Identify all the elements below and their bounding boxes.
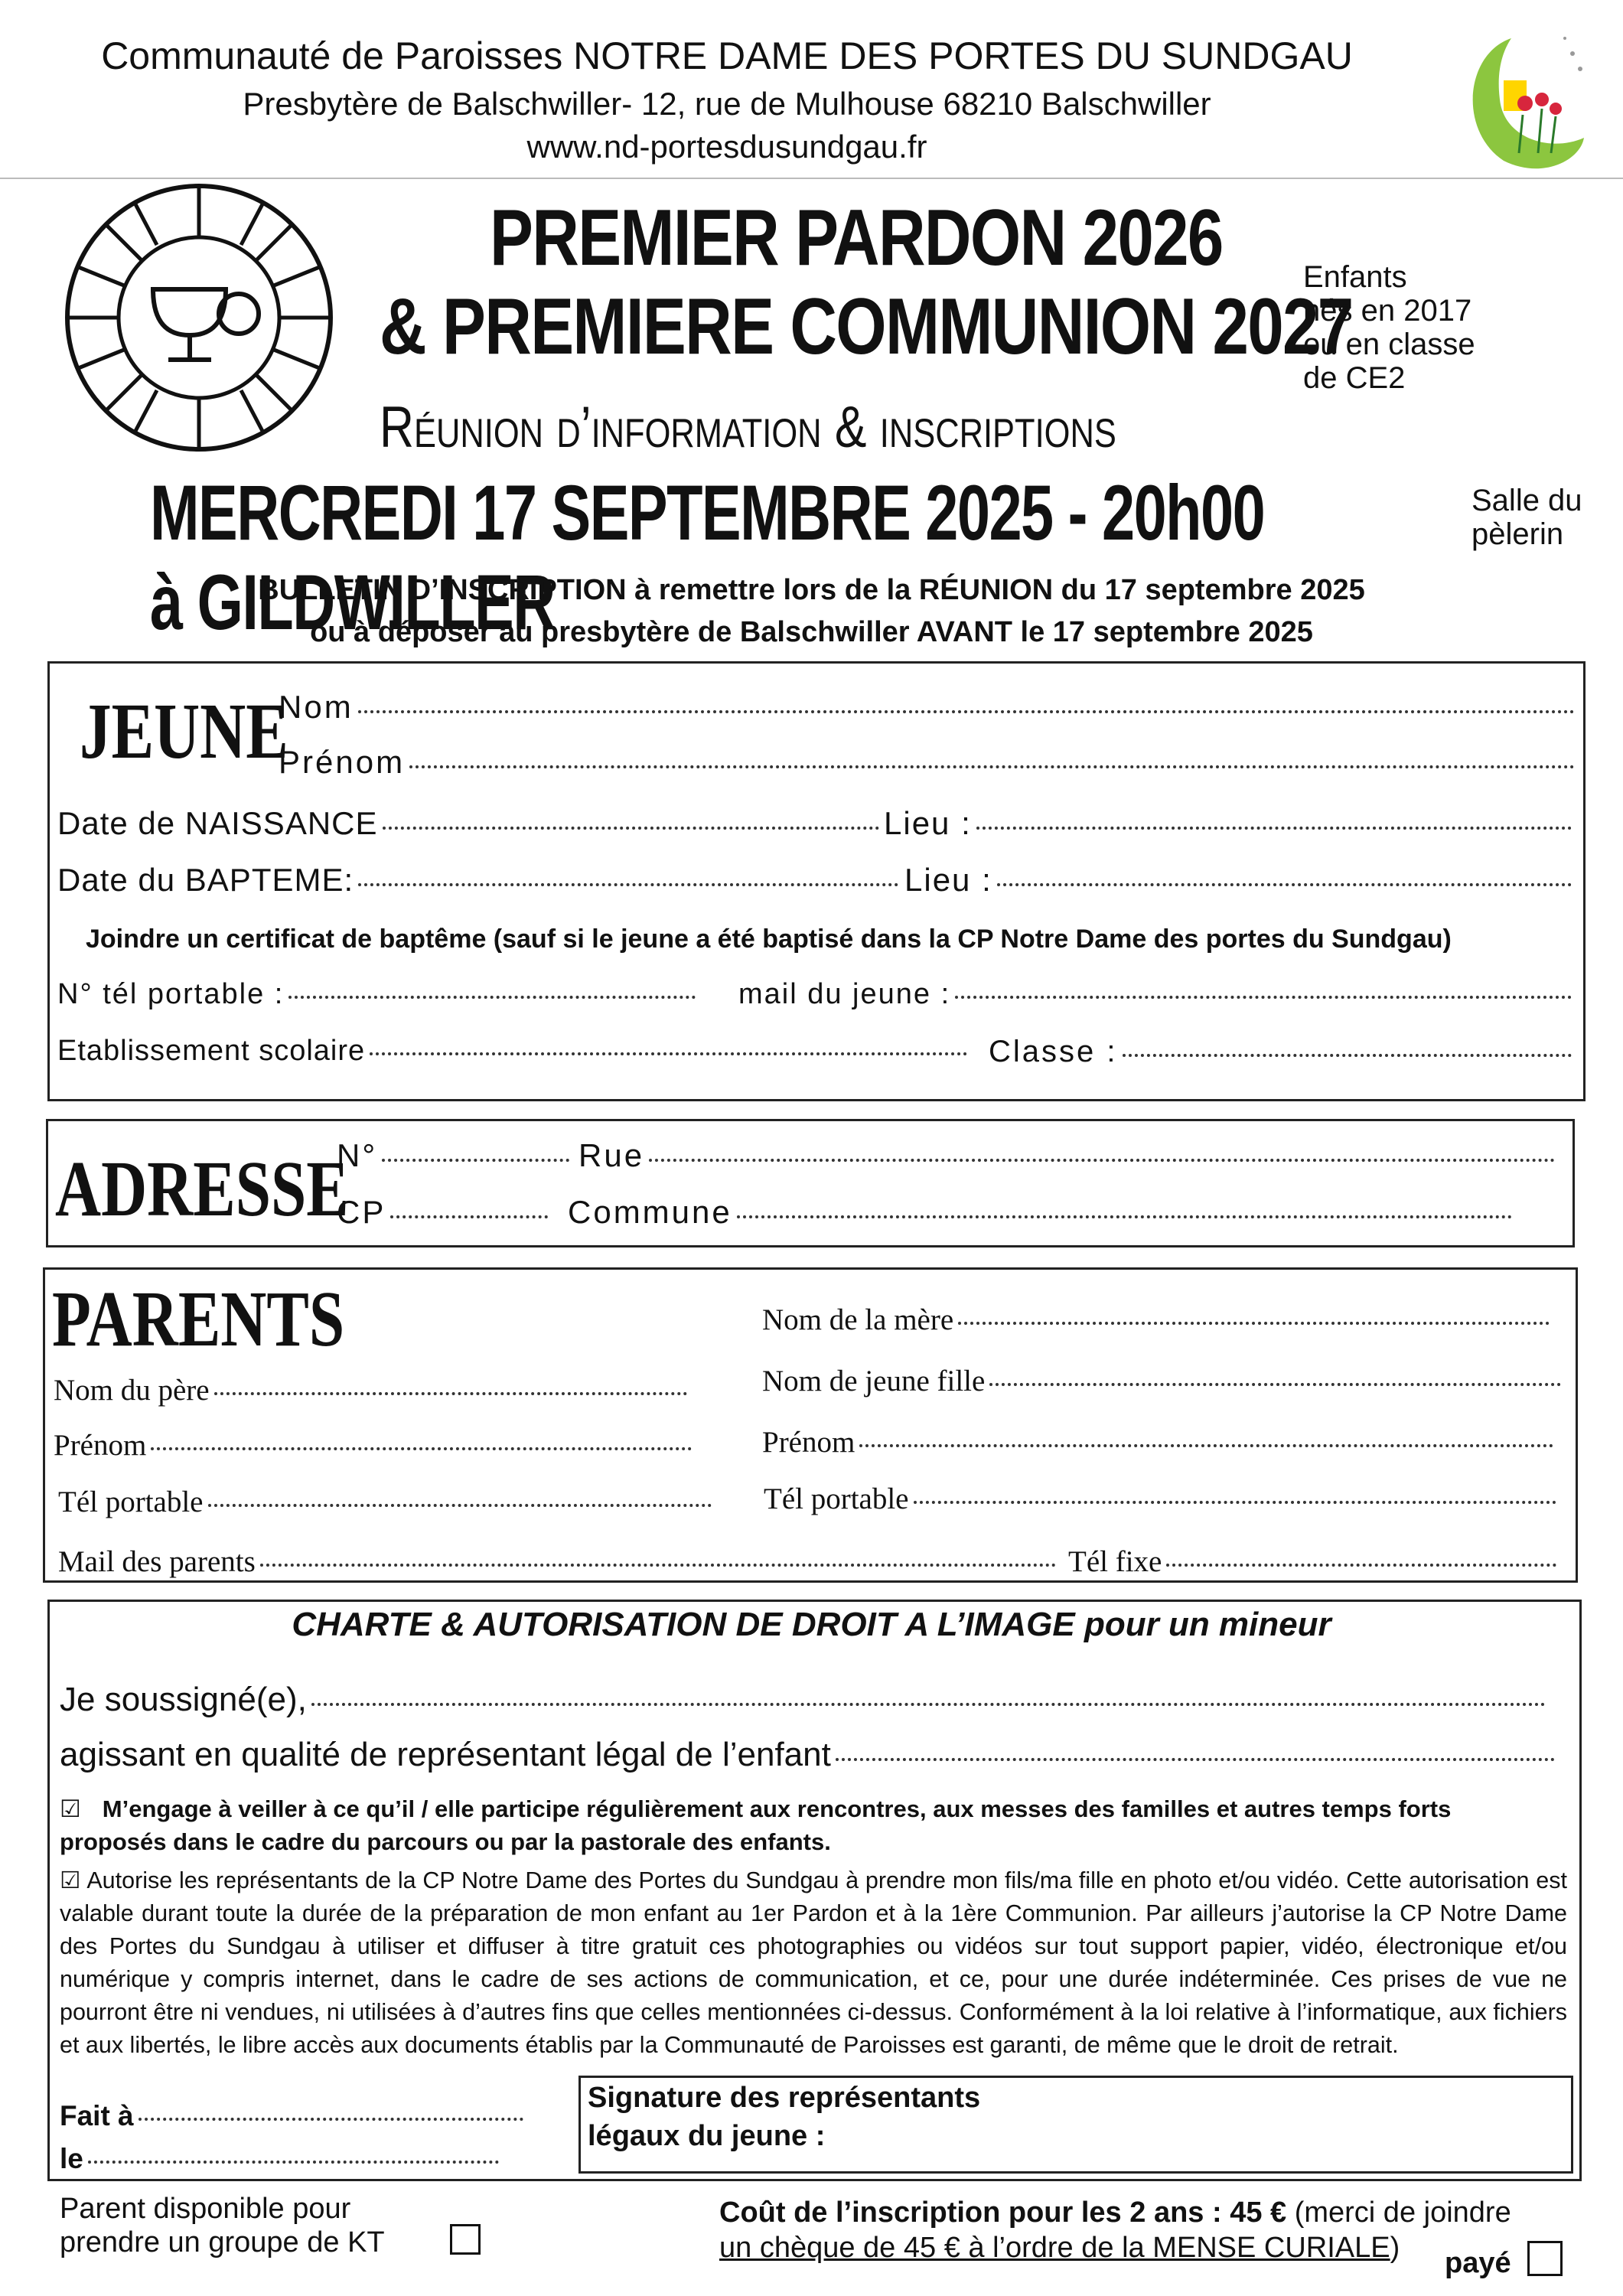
parish-website[interactable]: www.nd-portesdusundgau.fr — [526, 129, 927, 165]
signature-label: Signature des représentants légaux du jeune : — [588, 2082, 981, 2152]
date-bapteme-field[interactable]: Date du BAPTEME: — [57, 862, 903, 899]
charte-heading: CHARTE & AUTORISATION DE DROIT A L’IMAGE pour un mineur — [292, 1606, 1331, 1643]
parent-disponible-label: Parent disponible pour prendre un groupe de KT — [60, 2193, 385, 2258]
cheque-note: un chèque de 45 € à l’ordre de la MENSE CURIALE) — [719, 2232, 1400, 2264]
parish-address: Presbytère de Balschwiller- 12, rue de Mulhouse 68210 Balschwiller — [243, 86, 1211, 122]
lieu-bapteme-field[interactable]: Lieu : — [904, 862, 1576, 899]
mail-jeune-field[interactable]: mail du jeune : — [738, 978, 1576, 1011]
tel-portable-field[interactable]: N° tél portable : — [57, 978, 700, 1011]
cout-inscription: Coût de l’inscription pour les 2 ans : 45 € (merci de joindre — [719, 2197, 1511, 2229]
certificat-note: Joindre un certificat de baptême (sauf si le jeune a été baptisé dans la CP Notre Dame des portes du Sundgau) — [86, 925, 1452, 954]
adresse-rue-field[interactable]: Rue — [578, 1137, 1559, 1174]
date-le-field[interactable]: le — [60, 2143, 504, 2175]
prenom-mere-field[interactable]: Prénom — [762, 1425, 1558, 1459]
meeting-date: MERCREDI 17 SEPTEMBRE 2025 - 20h00 à GILDWILLER — [150, 469, 1265, 646]
parent-disponible-checkbox[interactable] — [450, 2224, 481, 2255]
adresse-heading: ADRESSE — [55, 1145, 349, 1233]
paye-checkbox[interactable] — [1527, 2241, 1563, 2276]
etablissement-field[interactable]: Etablissement scolaire — [57, 1035, 972, 1068]
prenom-pere-field[interactable]: Prénom — [54, 1428, 696, 1463]
adresse-numero-field[interactable]: N° — [337, 1137, 574, 1174]
lieu-naissance-field[interactable]: Lieu : — [884, 805, 1576, 842]
title-subtitle: Réunion d’information & inscriptions — [380, 395, 1116, 460]
title-pardon: PREMIER PARDON 2026 — [490, 194, 1223, 282]
jeune-prenom-field[interactable]: Prénom — [279, 744, 1579, 781]
tel-fixe-field[interactable]: Tél fixe — [1068, 1544, 1561, 1579]
venue-note: Salle du pèlerin — [1471, 484, 1582, 551]
date-naissance-field[interactable]: Date de NAISSANCE — [57, 805, 884, 842]
classe-field[interactable]: Classe : — [989, 1035, 1576, 1069]
adresse-cp-field[interactable]: CP — [337, 1194, 552, 1231]
jeune-heading: JEUNE — [80, 687, 288, 775]
header-divider — [0, 178, 1623, 179]
bulletin-line1: BULLETIN D’INSCRIPTION à remettre lors de la RÉUNION du 17 septembre 2025 — [258, 574, 1365, 606]
communion-chalice-icon — [61, 182, 337, 454]
parish-logo-icon — [1458, 23, 1588, 176]
mail-parents-field[interactable]: Mail des parents — [58, 1544, 1061, 1579]
parish-name: Communauté de Paroisses NOTRE DAME DES PORTES DU SUNDGAU — [101, 34, 1353, 77]
bulletin-line2: ou à déposer au presbytère de Balschwiller AVANT le 17 septembre 2025 — [310, 616, 1313, 648]
autorisation-text: ☑ Autorise les représentants de la CP Notre Dame des Portes du Sundgau à prendre mon fils/ma fille en photo et/ou vidéo. Cette autorisation est valable durant toute la durée de la préparation de mon enfant au 1er Pardon et à la 1ère Communion. Par ailleurs j’autorise la CP Notre Dame des Portes du Sundgau à utiliser et diffuser à titre gratuit ces photographies ou vidéos sur tout support papier, vidéo, électronique et/ou numérique y compris internet, dans le cadre de ses actions de communication, et ce, pour une durée indéterminée. Ces prises de vue ne pourront être ni vendues, ni utilisées à d’autres fins que celles mentionnées ci-dessus. Conformément à la loi relative à l’informatique, aux fichiers et aux libertés, le libre accès aux documents établis par la Communauté de Paroisses est garanti, de même que le droit de retrait. — [60, 1867, 1567, 2058]
adresse-commune-field[interactable]: Commune — [568, 1194, 1517, 1231]
engagement-text: ☑ M’engage à veiller à ce qu’il / elle participe régulièrement aux rencontres, aux messes des familles et autres temps forts proposés dans le cadre du parcours ou par la pastorale des enfants. — [60, 1795, 1452, 1855]
autorisation-checkbox[interactable]: ☑ — [60, 1867, 81, 1893]
tel-pere-field[interactable]: Tél portable — [58, 1485, 716, 1519]
age-note: Enfants nés en 2017 ou en classe de CE2 — [1303, 260, 1475, 395]
jeune-nom-field[interactable]: Nom — [279, 689, 1579, 726]
parents-heading: PARENTS — [52, 1275, 345, 1363]
soussigne-field[interactable]: Je soussigné(e), — [60, 1681, 1550, 1719]
fait-a-field[interactable]: Fait à — [60, 2100, 528, 2132]
paye-label: payé — [1445, 2247, 1511, 2279]
nom-jeune-fille-field[interactable]: Nom de jeune fille — [762, 1364, 1566, 1398]
engagement-checkbox[interactable]: ☑ — [60, 1795, 81, 1822]
qualite-field[interactable]: agissant en qualité de représentant légal de l’enfant — [60, 1736, 1559, 1774]
title-communion: & PREMIERE COMMUNION 2027 — [380, 282, 1353, 371]
tel-mere-field[interactable]: Tél portable — [764, 1482, 1561, 1516]
nom-pere-field[interactable]: Nom du père — [54, 1373, 692, 1407]
nom-mere-field[interactable]: Nom de la mère — [762, 1303, 1554, 1337]
